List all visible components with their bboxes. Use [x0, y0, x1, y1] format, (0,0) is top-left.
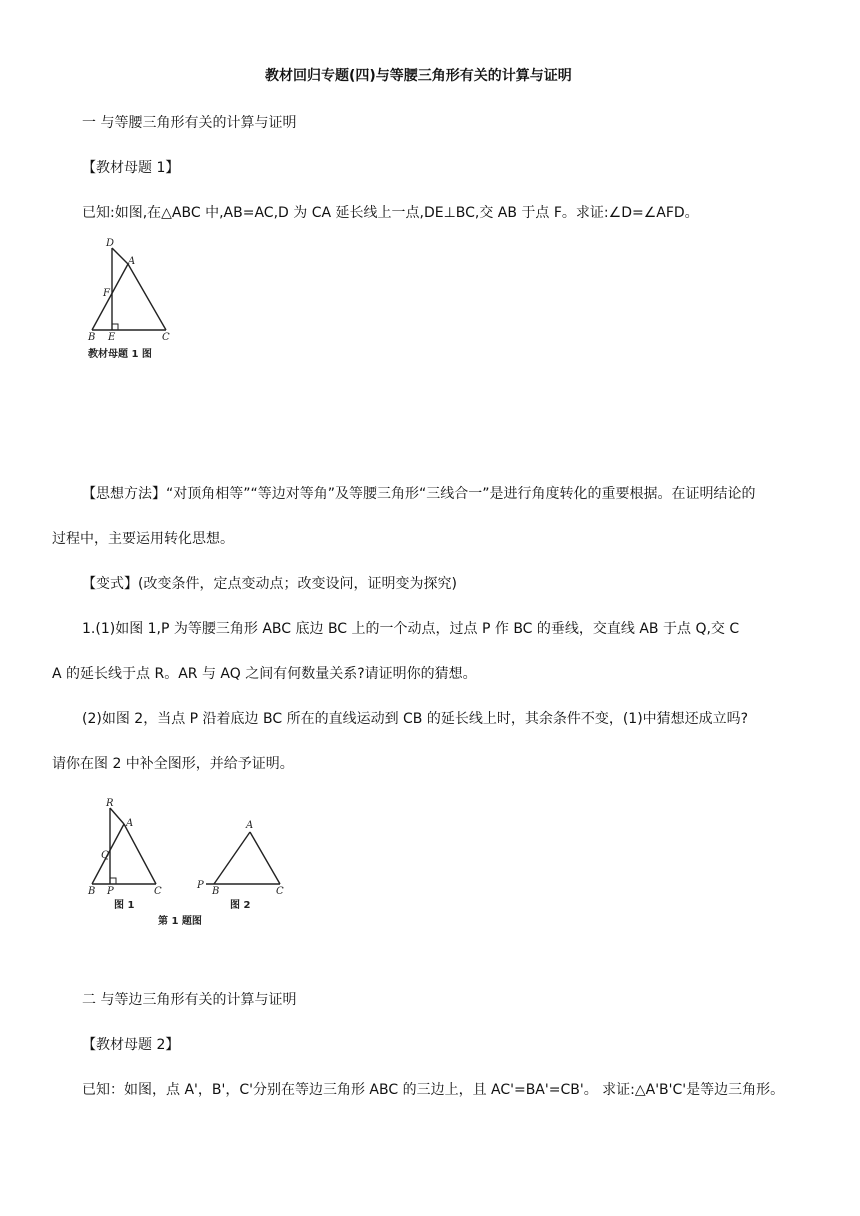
question1-figure-caption: 第 1 题图	[158, 916, 202, 927]
fig1-label-A: A	[126, 818, 134, 829]
problem1-label: 【教材母题 1】	[82, 160, 180, 176]
section2-heading: 二 与等边三角形有关的计算与证明	[82, 992, 297, 1008]
fig1-label-B: B	[88, 886, 96, 897]
label-C: C	[162, 332, 170, 343]
fig2-label-C: C	[276, 886, 284, 897]
q2-line-1: (2)如图 2，当点 P 沿着底边 BC 所在的直线运动到 CB 的延长线上时，其余条件不变，(1)中猜想还成立吗?	[82, 711, 749, 727]
fig2-label-A: A	[246, 820, 254, 831]
fig1-label-R: R	[106, 798, 114, 809]
question1-figures	[84, 794, 304, 934]
problem1-text: 已知:如图,在△ABC 中,AB=AC,D 为 CA 延长线上一点,DE⊥BC,交 AB 于点 F。求证:∠D=∠AFD。	[82, 205, 699, 221]
problem2-label: 【教材母题 2】	[82, 1037, 180, 1053]
variant-label: 【变式】(改变条件，定点变动点；改变设问，证明变为探究)	[82, 576, 457, 592]
figure1-caption: 教材母题 1 图	[88, 349, 152, 360]
fig2-label-B: B	[212, 886, 220, 897]
q1-line-2: A 的延长线于点 R。AR 与 AQ 之间有何数量关系?请证明你的猜想。	[52, 666, 477, 682]
fig2-caption: 图 2	[230, 900, 251, 911]
method-line-2: 过程中，主要运用转化思想。	[52, 531, 234, 547]
method-line-1: 【思想方法】“对顶角相等”“等边对等角”及等腰三角形“三线合一”是进行角度转化的重要根据。在证明结论的	[82, 486, 756, 502]
problem1-figure	[84, 234, 204, 364]
q2-line-2: 请你在图 2 中补全图形，并给予证明。	[52, 756, 294, 772]
fig1-label-P: P	[107, 886, 114, 897]
fig1-label-C: C	[154, 886, 162, 897]
fig1-caption: 图 1	[114, 900, 135, 911]
figure-1	[87, 798, 162, 911]
section1-heading: 一 与等腰三角形有关的计算与证明	[82, 115, 297, 131]
label-E: E	[108, 332, 116, 343]
page-title: 教材回归专题(四)与等腰三角形有关的计算与证明	[265, 68, 572, 84]
problem2-text: 已知：如图，点 A'，B'，C'分别在等边三角形 ABC 的三边上，且 AC'=BA'=CB'。 求证:△A'B'C'是等边三角形。	[82, 1082, 785, 1098]
label-A: A	[128, 256, 136, 267]
fig2-label-P: P	[197, 880, 204, 891]
fig1-label-Q: Q	[101, 850, 110, 861]
label-D: D	[106, 238, 115, 249]
label-B: B	[88, 332, 96, 343]
figure-2	[196, 820, 284, 911]
q1-line-1: 1.(1)如图 1,P 为等腰三角形 ABC 底边 BC 上的一个动点，过点 P 作 BC 的垂线，交直线 AB 于点 Q,交 C	[82, 621, 740, 637]
label-F: F	[103, 288, 110, 299]
